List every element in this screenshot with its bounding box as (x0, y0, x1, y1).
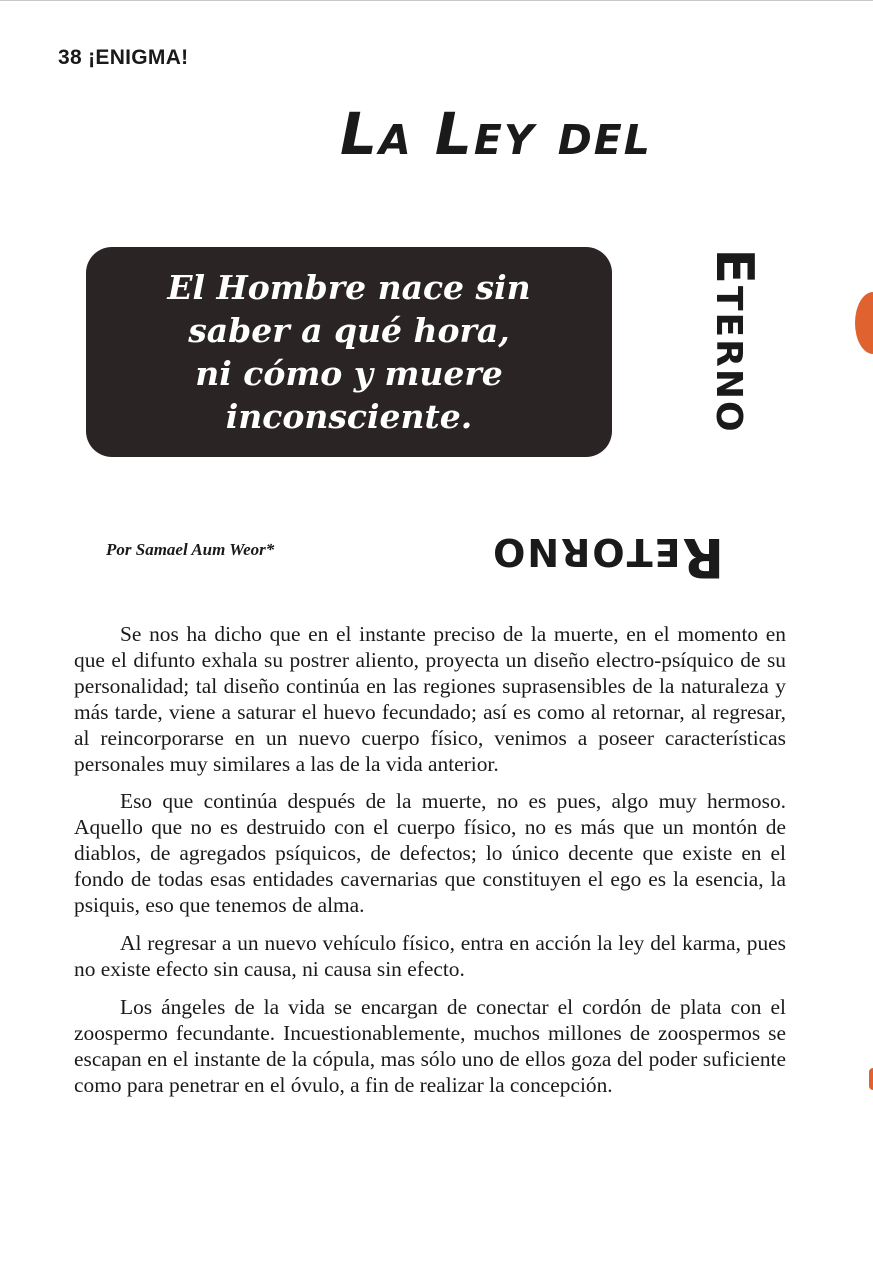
body-paragraph: Los ángeles de la vida se encargan de conectar el cordón de plata con el zoospermo fecundante. Incuestionablemente, muchos millones de zoospermos se escapan en el instante de la cópula, mas sólo uno de ellos goza del poder suficiente como para penetrar en el óvulo, a fin de realizar la concepción. (74, 994, 786, 1097)
pull-quote-line: ni cómo y muere (195, 354, 503, 393)
pull-quote-line: inconsciente. (225, 397, 473, 436)
pull-quote-line: El Hombre nace sin (167, 268, 531, 307)
article-title-bottom-text: Retorno (491, 525, 725, 589)
page-header: 38 ¡ENIGMA! (58, 46, 189, 69)
article-title-vertical (704, 186, 764, 496)
article-title-vertical-text: Eterno (704, 248, 764, 434)
body-paragraph: Eso que continúa después de la muerte, no es pues, algo muy hermoso. Aquello que no es destruido con el cuerpo físico, no es más que un montón de diablos, de agregados psíquicos, de defectos; lo único decente que existe en el fondo de todas esas entidades cavernarias que constituyen el ego es la esencia, la psiquis, eso que tenemos de alma. (74, 789, 786, 918)
article-title-bottom (444, 522, 772, 592)
pull-quote-line: saber a qué hora, (188, 311, 510, 350)
page-tab-marker-small (869, 1068, 873, 1090)
body-paragraph: Al regresar a un nuevo vehículo físico, entra en acción la ley del karma, pues no existe efecto sin causa, ni causa sin efecto. (74, 930, 786, 981)
article-body (74, 622, 786, 1110)
article-title-line1: La Ley del (340, 100, 652, 168)
author-byline: Por Samael Aum Weor* (106, 540, 275, 559)
pull-quote-box (86, 247, 612, 457)
body-paragraph: Se nos ha dicho que en el instante preciso de la muerte, en el momento en que el difunto exhala su postrer aliento, proyecta un diseño electro-psíquico de su personalidad; tal diseño continúa en las regiones suprasensibles de la naturaleza y más tarde, viene a saturar el huevo fecundado; así es como al retornar, al regresar, al reincorporarse en un nuevo cuerpo físico, venimos a poseer características personales muy similares a las de la vida anterior. (74, 622, 786, 776)
